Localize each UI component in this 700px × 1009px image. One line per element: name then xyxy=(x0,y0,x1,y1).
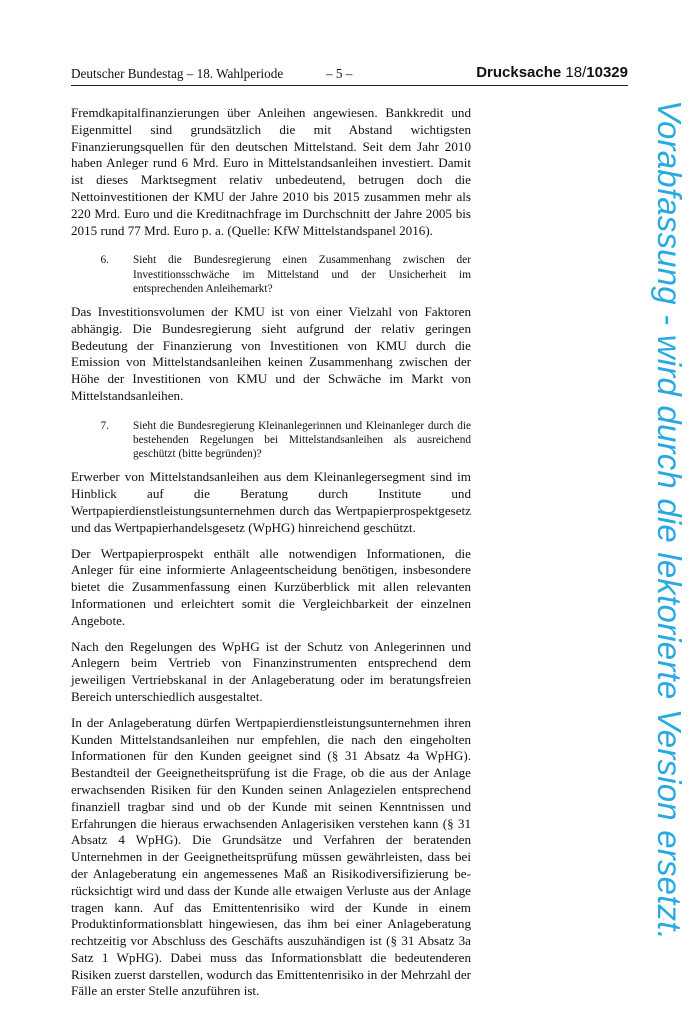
header-rule xyxy=(71,85,628,86)
header-doc-prefix: 18/ xyxy=(565,64,587,81)
header-doc-num: 10329 xyxy=(586,64,628,81)
question-6 xyxy=(71,253,471,296)
question-7-number: 7. xyxy=(100,419,109,432)
answer-6: Das Investitionsvolumen der KMU ist von einer Vielzahl von Faktoren abhängig. Die Bundesregierung sieht aufgrund der relativ geringen Bedeutung der Finanzierung von Investitionen von KMU durch die Emission von Mittelstandsanleihen keinen Zusammenhang zwischen der Höhe der Investitionen von KMU und der Schwäche im Markt von Mittelstandsanleihen. xyxy=(71,303,471,403)
header-doc-label: Drucksache xyxy=(476,64,562,81)
answer-7-paragraph: Erwerber von Mittelstandsanleihen aus dem Kleinanlegersegment sind im Hinblick auf die Beratung durch Institute und Wertpapierdienstleistungsunternehmen durch das Wertpapierprospektgesetz und das Wertpapierhandelsgesetz (WpHG) hinreichend geschützt. xyxy=(71,469,471,535)
question-6-text: Sieht die Bundesregierung einen Zusammenhang zwischen der Investitionsschwäche im Mittelstand und der Unsicherheit im entsprechenden Anleihemarkt? xyxy=(133,254,471,295)
question-7-text: Sieht die Bundesregierung Kleinanlegerinnen und Kleinanleger durch die bestehenden Regelungen bei Mittelstandsanleihen als ausreichend geschützt (bitte begründen)? xyxy=(133,419,471,461)
header-document-number xyxy=(476,64,628,81)
answer-7-paragraph: Der Wertpapierprospekt enthält alle notwendigen Informationen, die Anleger für eine informierte Anlageentscheidung benötigen, insbesondere bietet die Zusammenfassung einen Kurzüberblick mit allen relevanten Informationen und erleichtert somit die Vergleichbarkeit der einzelnen Angebote. xyxy=(71,545,471,628)
page-body xyxy=(71,105,471,1009)
draft-watermark xyxy=(650,100,690,941)
answer-7-paragraph: In der Anlageberatung dürfen Wertpapierdienstleistungsunternehmen ihren Kunden Mittelstandsanleihen nur empfehlen, die nach den eingeholten Informationen für den Kunden geeignet sind (§ 31 Absatz 4a WpHG). Bestandteil der Geeignetheitsprüfung ist die Frage, ob die aus der Anlage erwachsenden Risiken für den Kunden seinen Anlagezielen entsprechend finanziell tragbar sind und ob der Kunde mit seinen Kenntnissen und Erfahrungen die hieraus erwachsenden Anlagerisiken verstehen kann (§ 31 Absatz 4 WpHG). Die Grundsätze und Verfahren der beratenden Unternehmen in der Geeignetheitsprüfung müssen gewährleisten, dass bei der Anlageberatung ein angemessenes Maß an Risikodiversifizierung berücksichtigt wird und dass der Kunde alle etwaigen Verluste aus der Anlage tragen kann. Auf das Emittentenrisiko wird der Kunde in einem Produktinformationsblatt hingewiesen, das ihm bei einer Anlageberatung rechtzeitig vor Abschluss des Geschäfts auszuhändigen ist (§ 31 Absatz 3a Satz 1 WpHG). Dabei muss das Informationsblatt die bedeutenderen Risiken zuerst darstellen, wodurch das Emittentenrisiko in der Mehrzahl der Fälle an erster Stelle anzuführen ist. xyxy=(71,714,471,999)
question-6-number: 6. xyxy=(100,254,109,267)
answer-7-paragraph: Nach den Regelungen des WpHG ist der Schutz von Anlegerinnen und Anlegern beim Vertrieb von Finanzinstrumenten entsprechend dem jeweiligen Vertriebskanal in der Anlageberatung oder im beratungsfreien Bereich unterschiedlich ausgestaltet. xyxy=(71,638,471,704)
watermark-text: Vorabfassung - wird durch die lektorierte Version ersetzt. xyxy=(651,100,688,941)
header-parliament-period: Deutscher Bundestag – 18. Wahlperiode xyxy=(71,66,284,81)
question-7 xyxy=(71,419,471,462)
page-header xyxy=(71,66,628,86)
paragraph-intro: Fremdkapitalfinanzierungen über Anleihen angewiesen. Bankkredit und Eigenmittel sind grundsätzlich die mit Abstand wichtigsten Finanzierungsquellen für den deutschen Mittelstand. Seit dem Jahr 2010 haben Anleger rund 6 Mrd. Euro in Mittelstandsanleihen investiert. Damit ist dieses Marktsegment relativ unbedeutend, betrugen doch die Nettoinvestitionen der KMU der Jahre 2010 bis 2015 zusammen mehr als 220 Mrd. Euro und die Kreditnachfrage im Durchschnitt der Jahre 2005 bis 2015 rund 77 Mrd. Euro p. a. (Quelle: KfW Mittelstandspanel 2016). xyxy=(71,105,471,238)
header-page-number: – 5 – xyxy=(326,66,353,81)
